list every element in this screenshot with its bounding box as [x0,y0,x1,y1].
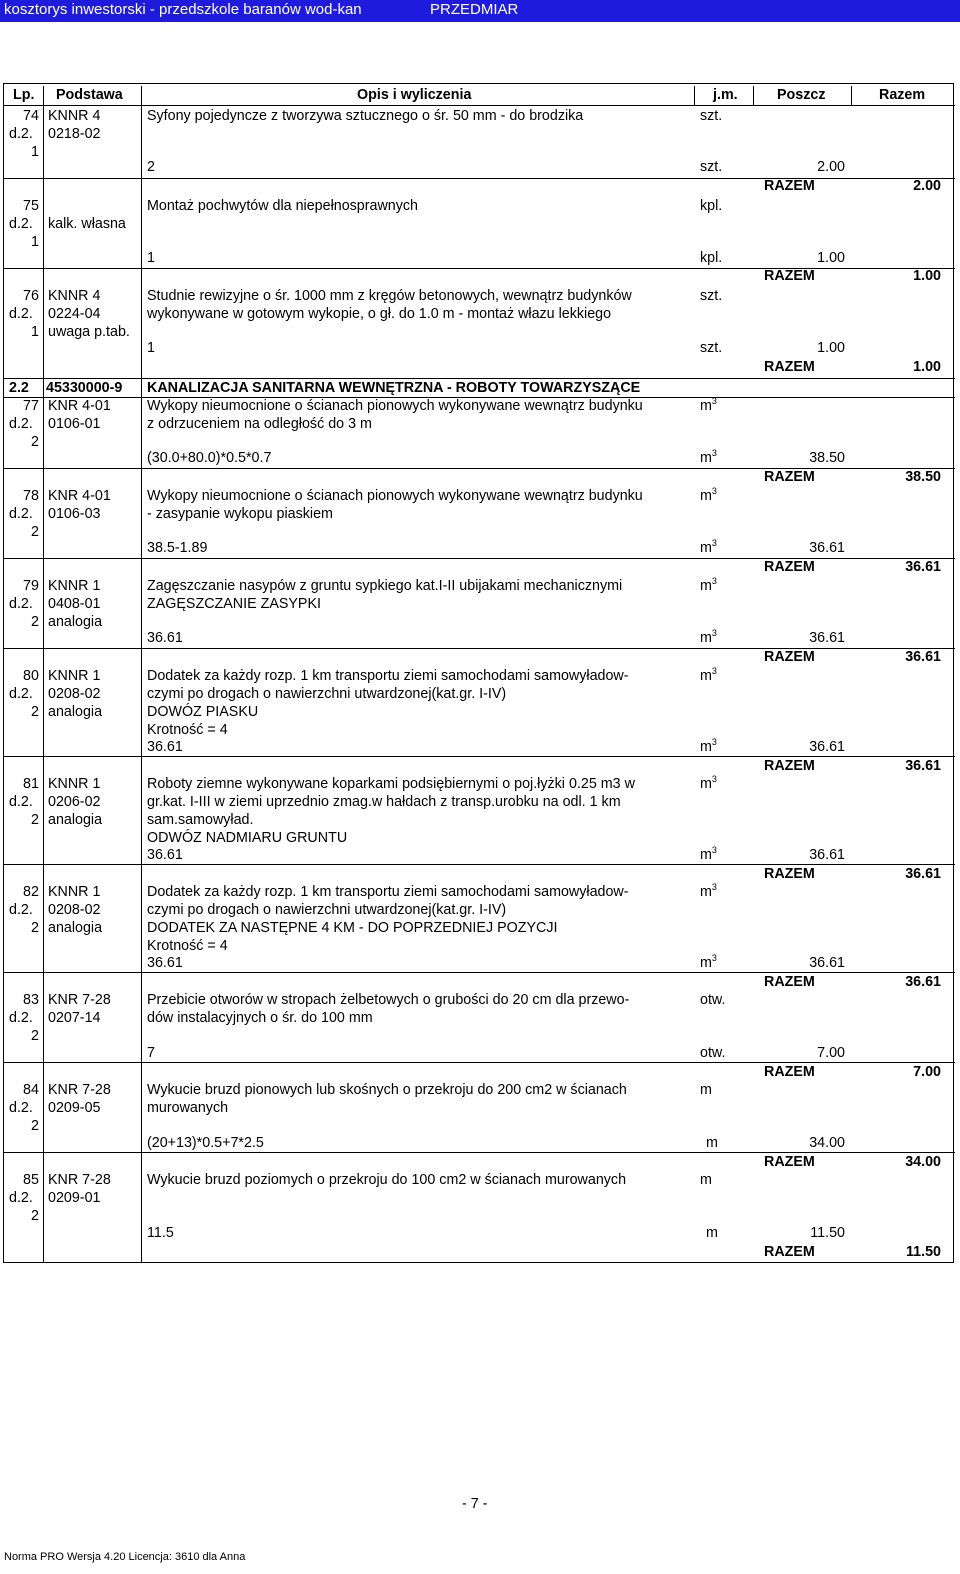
item-calculation: 1 [147,250,155,266]
item-base: KNNR 4 [48,288,101,304]
row-divider [4,105,955,106]
row-divider [4,558,955,559]
item-lp: d.2. [9,506,33,522]
item-description: Krotność = 4 [147,938,228,954]
item-base: analogia [48,812,103,828]
item-lp: 2 [31,1028,39,1044]
item-base: 0218-02 [48,126,101,142]
item-lp: 2 [31,434,39,450]
item-base: 0206-02 [48,794,101,810]
row-divider [4,1152,955,1153]
item-unit: kpl. [700,198,723,214]
item-description: czymi po drogach o nawierzchni utwardzonej(kat.gr. I-IV) [147,902,507,918]
item-lp: d.2. [9,306,33,322]
row-divider [4,178,955,179]
item-lp: 84 [23,1082,39,1098]
item-poszcz-value: 36.61 [809,847,845,863]
item-lp: 2 [31,614,39,630]
item-base: 0408-01 [48,596,101,612]
footer-license: Norma PRO Wersja 4.20 Licencja: 3610 dla Anna [4,1551,246,1563]
item-description: Studnie rewizyjne o śr. 1000 mm z kręgów betonowych, wewnątrz budynków [147,288,632,304]
item-description: Dodatek za każdy rozp. 1 km transportu ziemi samochodami samowyładow- [147,668,629,684]
item-description: Wykopy nieumocnione o ścianach pionowych wykonywane wewnątrz budynku [147,488,643,504]
item-poszcz-value: 36.61 [809,540,845,556]
item-base: 0208-02 [48,686,101,702]
row-divider [4,468,955,469]
item-description: czymi po drogach o nawierzchni utwardzonej(kat.gr. I-IV) [147,686,507,702]
item-base: KNR 7-28 [48,992,111,1008]
item-unit: otw. [700,992,726,1008]
item-lp: 78 [23,488,39,504]
item-calculation: (20+13)*0.5+7*2.5 [147,1135,264,1151]
document-header [0,0,960,22]
item-description: Wykopy nieumocnione o ścianach pionowych wykonywane wewnątrz budynku [147,398,643,414]
item-description: - zasypanie wykopu piaskiem [147,506,333,522]
column-divider [753,86,754,105]
item-description: wykonywane w gotowym wykopie, o gł. do 1.0 m - montaż włazu lekkiego [147,306,612,322]
item-unit: szt. [700,288,723,304]
item-base: 0224-04 [48,306,101,322]
item-unit: $m^3$ [700,576,717,594]
item-lp: 76 [23,288,39,304]
razem-label: RAZEM [764,178,815,194]
item-calculation: 36.61 [147,955,183,971]
item-lp: 82 [23,884,39,900]
item-calculation: (30.0+80.0)*0.5*0.7 [147,450,272,466]
row-divider [4,972,955,973]
razem-value: 36.61 [905,649,941,665]
item-base: analogia [48,704,103,720]
document-title: kosztorys inwestorski - przedszkole baranów wod-kan [4,1,362,18]
item-lp: 2 [31,1208,39,1224]
column-divider [694,86,695,105]
item-poszcz-value: 36.61 [809,739,845,755]
item-description: sam.samowyład. [147,812,254,828]
document-section: PRZEDMIAR [430,1,519,18]
razem-value: 36.61 [905,974,941,990]
item-lp: d.2. [9,126,33,142]
column-divider [43,86,44,1263]
item-poszcz-value: 1.00 [817,250,845,266]
razem-label: RAZEM [764,1154,815,1170]
razem-value: 11.50 [906,1244,941,1260]
item-lp: d.2. [9,686,33,702]
item-calculation: 11.5 [147,1225,174,1241]
item-description: ZAGĘSZCZANIE ZASYPKI [147,596,321,612]
item-poszcz-value: 38.50 [809,450,845,466]
column-divider [141,86,142,1263]
item-calc-unit: $m^3$ [700,737,717,755]
item-lp: 77 [23,398,39,414]
item-lp: 83 [23,992,39,1008]
item-description: Montaż pochwytów dla niepełnosprawnych [147,198,418,214]
item-base: KNR 7-28 [48,1082,111,1098]
razem-value: 36.61 [905,866,941,882]
razem-label: RAZEM [764,974,815,990]
item-description: Krotność = 4 [147,722,228,738]
item-poszcz-value: 36.61 [809,630,845,646]
razem-label: RAZEM [764,649,815,665]
razem-label: RAZEM [764,758,815,774]
item-base: 0106-01 [48,416,101,432]
item-lp: 1 [31,234,39,250]
item-lp: 81 [23,776,39,792]
item-poszcz-value: 1.00 [817,340,845,356]
razem-value: 34.00 [905,1154,941,1170]
column-header: Poszcz [777,87,826,103]
razem-value: 2.00 [913,178,941,194]
item-calc-unit: m [706,1135,718,1151]
item-poszcz-value: 36.61 [809,955,845,971]
item-description: Przebicie otworów w stropach żelbetowych o grubości do 20 cm dla przewo- [147,992,630,1008]
item-calculation: 2 [147,159,155,175]
item-unit: $m^3$ [700,396,717,414]
measurement-table [3,83,954,1263]
item-base: KNR 4-01 [48,488,111,504]
item-description: DOWÓZ PIASKU [147,704,259,720]
item-lp: d.2. [9,902,33,918]
razem-value: 7.00 [913,1064,941,1080]
razem-value: 1.00 [913,359,941,375]
row-divider [4,864,955,865]
column-divider [851,86,852,105]
item-description: gr.kat. I-III w ziemi uprzednio zmag.w hałdach z transp.urobku na odl. 1 km [147,794,621,810]
razem-value: 36.61 [905,758,941,774]
item-calc-unit: otw. [700,1045,726,1061]
item-description: murowanych [147,1100,229,1116]
section-code: 45330000-9 [46,380,123,396]
row-divider [4,756,955,757]
column-header: j.m. [713,87,738,103]
item-lp: 2 [31,524,39,540]
item-unit: $m^3$ [700,882,717,900]
page-number: - 7 - [462,1496,488,1512]
item-lp: 1 [31,144,39,160]
row-divider [4,268,955,269]
item-base: kalk. własna [48,216,126,232]
item-description: z odrzuceniem na odległość do 3 m [147,416,372,432]
item-unit: $m^3$ [700,774,717,792]
item-calc-unit: $m^3$ [700,448,717,466]
item-base: uwaga p.tab. [48,324,130,340]
item-lp: d.2. [9,1190,33,1206]
item-base: analogia [48,920,103,936]
item-lp: d.2. [9,416,33,432]
item-base: 0208-02 [48,902,101,918]
row-divider [4,648,955,649]
razem-label: RAZEM [764,559,815,575]
item-description: dów instalacyjnych o śr. do 100 mm [147,1010,373,1026]
item-lp: 1 [31,324,39,340]
item-base: 0106-03 [48,506,101,522]
item-lp: d.2. [9,794,33,810]
item-calculation: 38.5-1.89 [147,540,208,556]
item-unit: $m^3$ [700,486,717,504]
item-base: 0209-01 [48,1190,101,1206]
item-base: KNNR 1 [48,884,101,900]
razem-label: RAZEM [764,1064,815,1080]
razem-label: RAZEM [764,359,815,375]
item-lp: 85 [23,1172,39,1188]
item-description: ODWÓZ NADMIARU GRUNTU [147,830,348,846]
section-title: KANALIZACJA SANITARNA WEWNĘTRZNA - ROBOTY TOWARZYSZĄCE [147,380,641,396]
item-poszcz-value: 11.50 [810,1225,845,1241]
item-lp: 75 [23,198,39,214]
item-base: 0207-14 [48,1010,101,1026]
item-lp: d.2. [9,1100,33,1116]
item-poszcz-value: 7.00 [817,1045,845,1061]
item-calc-unit: szt. [700,340,723,356]
item-description: DODATEK ZA NASTĘPNE 4 KM - DO POPRZEDNIEJ POZYCJI [147,920,558,936]
razem-label: RAZEM [764,866,815,882]
item-lp: 80 [23,668,39,684]
item-base: KNNR 1 [48,776,101,792]
column-header: Razem [879,87,926,103]
item-lp: 2 [31,704,39,720]
item-poszcz-value: 34.00 [809,1135,845,1151]
item-calc-unit: $m^3$ [700,845,717,863]
razem-label: RAZEM [764,1244,815,1260]
column-header: Podstawa [56,87,123,103]
razem-label: RAZEM [764,469,815,485]
item-calc-unit: $m^3$ [700,538,717,556]
item-base: 0209-05 [48,1100,101,1116]
razem-value: 1.00 [913,268,941,284]
item-base: analogia [48,614,103,630]
item-lp: 2 [31,812,39,828]
item-description: Wykucie bruzd poziomych o przekroju do 100 cm2 w ścianach murowanych [147,1172,627,1188]
item-lp: d.2. [9,596,33,612]
item-calc-unit: kpl. [700,250,723,266]
item-calculation: 36.61 [147,739,183,755]
item-description: Wykucie bruzd pionowych lub skośnych o przekroju do 200 cm2 w ścianach [147,1082,627,1098]
item-lp: 2 [31,920,39,936]
item-lp: d.2. [9,216,33,232]
razem-label: RAZEM [764,268,815,284]
item-lp: d.2. [9,1010,33,1026]
item-description: Syfony pojedyncze z tworzywa sztucznego o śr. 50 mm - do brodzika [147,108,584,124]
razem-value: 38.50 [905,469,941,485]
item-lp: 74 [23,108,39,124]
row-divider [4,1062,955,1063]
item-calc-unit: m [706,1225,718,1241]
item-base: KNNR 4 [48,108,101,124]
item-lp: 79 [23,578,39,594]
item-calculation: 36.61 [147,630,183,646]
item-calc-unit: $m^3$ [700,628,717,646]
column-header: Lp. [13,87,35,103]
item-description: Dodatek za każdy rozp. 1 km transportu ziemi samochodami samowyładow- [147,884,629,900]
item-calculation: 36.61 [147,847,183,863]
item-description: Roboty ziemne wykonywane koparkami podsiębiernymi o poj.łyżki 0.25 m3 w [147,776,635,792]
item-base: KNR 7-28 [48,1172,111,1188]
section-lp: 2.2 [9,380,29,396]
item-lp: 2 [31,1118,39,1134]
item-base: KNNR 1 [48,668,101,684]
item-poszcz-value: 2.00 [817,159,845,175]
item-calculation: 1 [147,340,155,356]
column-header: Opis i wyliczenia [357,87,472,103]
razem-value: 36.61 [905,559,941,575]
item-unit: m [700,1172,712,1188]
item-calc-unit: szt. [700,159,723,175]
item-base: KNR 4-01 [48,398,111,414]
item-unit: $m^3$ [700,666,717,684]
item-base: KNNR 1 [48,578,101,594]
item-calc-unit: $m^3$ [700,953,717,971]
item-unit: szt. [700,108,723,124]
item-unit: m [700,1082,712,1098]
item-description: Zagęszczanie nasypów z gruntu sypkiego kat.I-II ubijakami mechanicznymi [147,578,623,594]
item-calculation: 7 [147,1045,155,1061]
